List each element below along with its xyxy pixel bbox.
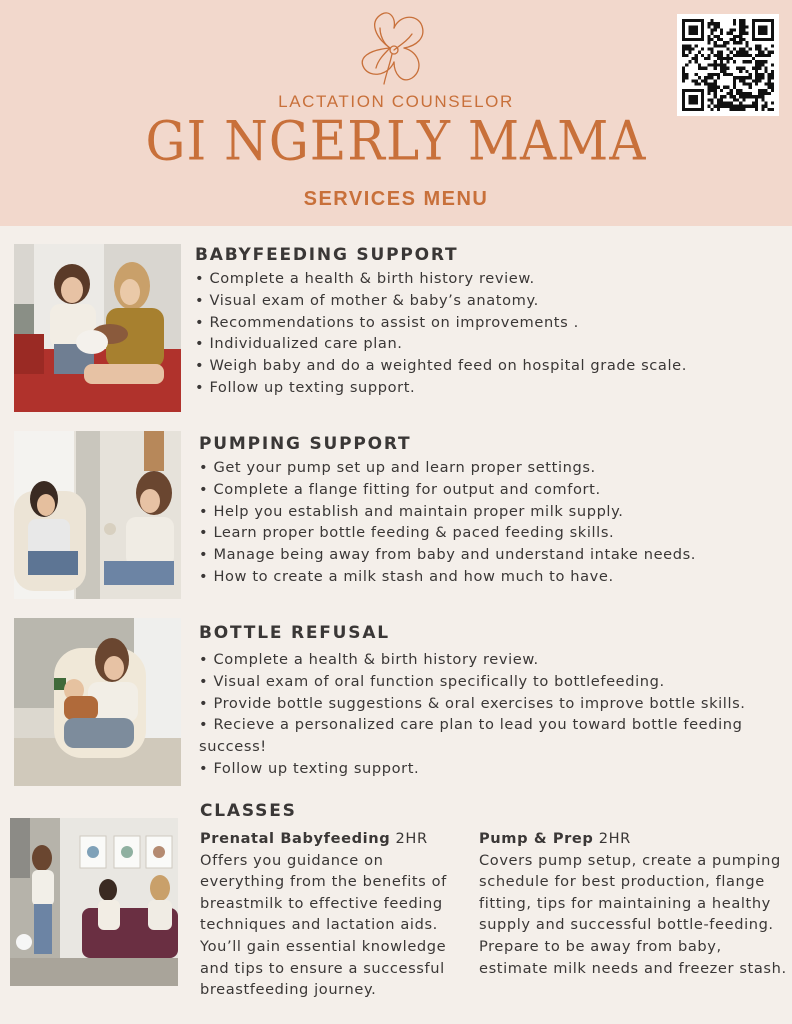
list-item: • Visual exam of oral function specifically to bottlefeeding.	[199, 672, 665, 690]
header-banner	[0, 0, 792, 226]
babyfeeding-bullet-list	[195, 268, 687, 399]
section-title-babyfeeding: BABYFEEDING SUPPORT	[195, 245, 459, 265]
section-title-classes: CLASSES	[200, 801, 297, 821]
list-item: • Complete a flange fitting for output and comfort.	[199, 480, 601, 498]
section-title-pumping: PUMPING SUPPORT	[199, 434, 412, 454]
classes-photo	[10, 818, 178, 986]
class-description: Covers pump setup, create a pumping schedule for best production, flange fitting, tips for maintaining a healthy supply and successful bottle-feeding. Prepare to be away from baby, estimate milk needs and freezer stash.	[479, 851, 787, 977]
page-title: GI NGERLY MAMA	[145, 109, 647, 173]
list-item: • Help you establish and maintain proper milk supply.	[199, 502, 624, 520]
pumping-bullet-list	[199, 457, 696, 588]
bottle-refusal-bullet-list	[199, 649, 787, 780]
pumping-photo	[14, 431, 181, 599]
list-item: • How to create a milk stash and how much to have.	[199, 567, 614, 585]
services-menu-heading: SERVICES MENU	[303, 188, 489, 210]
class-pump-and-prep	[479, 828, 789, 979]
header-subtitle: LACTATION COUNSELOR	[278, 92, 514, 111]
babyfeeding-photo	[14, 244, 181, 412]
list-item: • Follow up texting support.	[199, 759, 420, 777]
section-title-bottle-refusal: BOTTLE REFUSAL	[199, 623, 390, 643]
list-item: • Visual exam of mother & baby’s anatomy.	[195, 291, 539, 309]
list-item: • Manage being away from baby and understand intake needs.	[199, 546, 697, 564]
poppy-flower-icon	[354, 8, 430, 86]
list-item: • Individualized care plan.	[195, 335, 403, 353]
bottle-refusal-photo	[14, 618, 181, 786]
class-duration: 2HR	[593, 830, 631, 847]
class-description: Offers you guidance on everything from the benefits of breastmilk to effective feeding techniques and lactation aids. You’ll gain essential knowledge and tips to ensure a successful breastfeeding journey.	[200, 851, 447, 999]
list-item: • Provide bottle suggestions & oral exercises to improve bottle skills.	[199, 694, 746, 712]
list-item: • Learn proper bottle feeding & paced feeding skills.	[199, 524, 615, 542]
class-heading	[200, 828, 472, 850]
class-duration: 2HR	[390, 830, 428, 847]
class-heading	[479, 828, 789, 850]
list-item: • Complete a health & birth history review.	[199, 651, 539, 668]
list-item: • Weigh baby and do a weighted feed on hospital grade scale.	[195, 357, 687, 375]
list-item: • Follow up texting support.	[195, 378, 416, 396]
class-prenatal-babyfeeding	[200, 828, 472, 1001]
list-item: • Recieve a personalized care plan to lead you toward bottle feeding success!	[199, 716, 743, 756]
class-name: Pump & Prep	[479, 830, 594, 847]
list-item: • Complete a health & birth history review.	[195, 270, 535, 287]
list-item: • Get your pump set up and learn proper settings.	[199, 459, 596, 476]
class-name: Prenatal Babyfeeding	[200, 830, 391, 847]
list-item: • Recommendations to assist on improvements .	[195, 313, 579, 331]
